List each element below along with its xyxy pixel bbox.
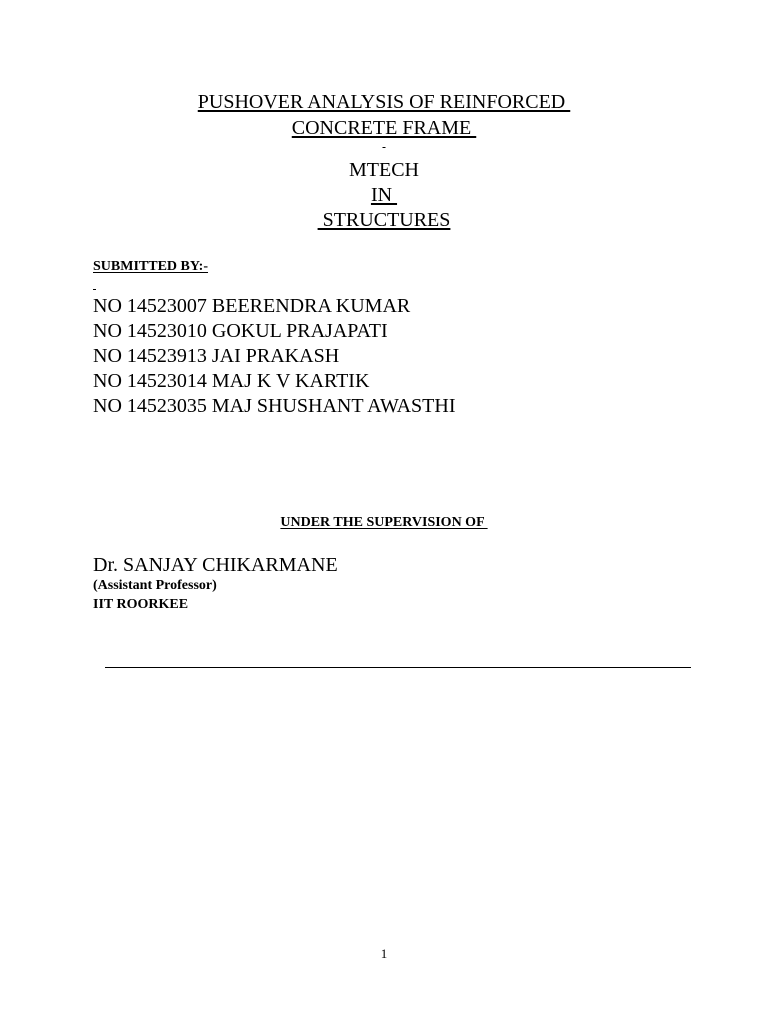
degree-line-1: MTECH [349, 159, 419, 181]
supervisor-designation: (Assistant Professor) [93, 578, 217, 593]
degree-line-2: IN [370, 184, 398, 206]
submitted-by-spacer-mark [93, 276, 96, 290]
submitted-by-label: SUBMITTED BY:- [93, 259, 209, 274]
horizontal-rule [105, 667, 691, 668]
degree-line-3: STRUCTURES [317, 209, 451, 231]
supervisor-institute: IIT ROORKEE [93, 597, 189, 612]
member-1: NO 14523007 BEERENDRA KUMAR [93, 295, 411, 317]
member-5: NO 14523035 MAJ SHUSHANT AWASTHI [93, 395, 456, 417]
title-line-1: PUSHOVER ANALYSIS OF REINFORCED [197, 91, 571, 113]
member-2: NO 14523010 GOKUL PRAJAPATI [93, 320, 388, 342]
member-4: NO 14523014 MAJ K V KARTIK [93, 370, 370, 392]
member-3: NO 14523913 JAI PRAKASH [93, 345, 340, 367]
title-spacer-mark [0, 134, 768, 148]
title-line-2: CONCRETE FRAME [291, 117, 477, 139]
page-number: 1 [380, 946, 388, 961]
supervisor-name: Dr. SANJAY CHIKARMANE [93, 554, 338, 576]
supervision-heading: UNDER THE SUPERVISION OF [280, 515, 488, 530]
